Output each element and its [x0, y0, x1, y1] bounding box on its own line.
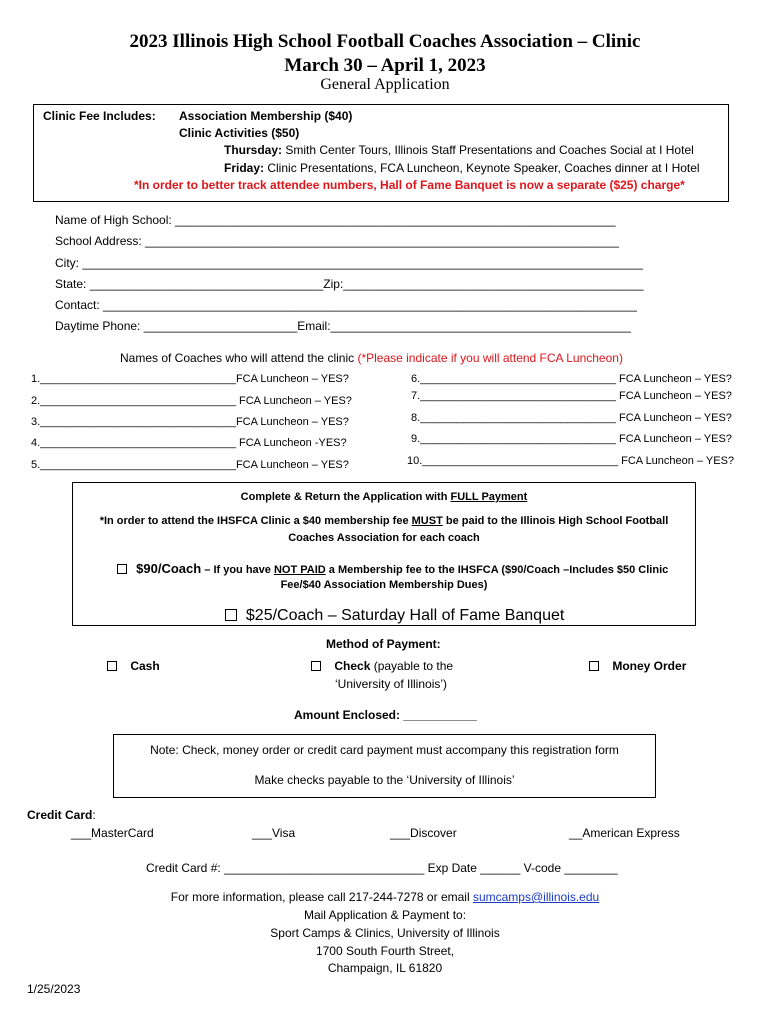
phone-email-field[interactable]: Daytime Phone: _______________________Email:_____________________________________________: [55, 319, 631, 333]
school-name-field[interactable]: Name of High School: __________________________________________________________________: [55, 213, 616, 227]
city-field[interactable]: City: ____________________________________________________________________________________: [55, 256, 643, 270]
coach-line-1[interactable]: 1.________________________________FCA Luncheon – YES?: [31, 373, 349, 385]
more-info: For more information, please call 217-244-7278 or email sumcamps@illinois.edu: [170, 890, 600, 904]
payment-method-heading: Method of Payment:: [326, 637, 441, 651]
banquet-note: *In order to better track attendee numbers, Hall of Fame Banquet is now a separate ($25) charge*: [134, 178, 685, 192]
contact-field[interactable]: Contact: ________________________________________________________________________________: [55, 298, 637, 312]
option-90-coach[interactable]: $90/Coach – If you have NOT PAID a Membership fee to the IHSFCA ($90/Coach –Includes $50 Clinic: [117, 561, 668, 576]
mail-street: 1700 South Fourth Street,: [315, 944, 455, 958]
state-zip-field[interactable]: State: ___________________________________Zip:_____________________________________________: [55, 277, 644, 291]
coach-line-3[interactable]: 3.________________________________FCA Luncheon – YES?: [31, 416, 349, 428]
card-discover[interactable]: ___Discover: [390, 826, 457, 840]
card-amex[interactable]: __American Express: [569, 826, 680, 840]
payment-box: [72, 482, 696, 626]
checkbox-cash[interactable]: [107, 661, 117, 671]
checkbox-check[interactable]: [311, 661, 321, 671]
option-25-coach[interactable]: $25/Coach – Saturday Hall of Fame Banquet: [225, 607, 564, 625]
coach-line-2[interactable]: 2.________________________________ FCA Luncheon – YES?: [31, 395, 352, 407]
clinic-dates: March 30 – April 1, 2023: [284, 55, 486, 76]
document-date: 1/25/2023: [27, 982, 81, 996]
checkbox-25-coach[interactable]: [225, 609, 237, 621]
coach-line-5[interactable]: 5.________________________________FCA Luncheon – YES?: [31, 459, 349, 471]
check-payable-note: ‘University of Illinois’): [335, 677, 448, 691]
coach-line-10[interactable]: 10.________________________________ FCA Luncheon – YES?: [407, 455, 735, 467]
coaches-heading: Names of Coaches who will attend the clinic (*Please indicate if you will attend FCA Luncheon): [120, 351, 623, 365]
page-title: 2023 Illinois High School Football Coaches Association – Clinic: [129, 31, 641, 52]
mail-to-heading: Mail Application & Payment to:: [303, 908, 467, 922]
note-line-2: Make checks payable to the ‘University of Illinois’: [254, 773, 515, 787]
coach-line-9[interactable]: 9.________________________________ FCA Luncheon – YES?: [411, 433, 732, 445]
fee-activities: Clinic Activities ($50): [179, 126, 300, 140]
mail-org: Sport Camps & Clinics, University of Illinois: [270, 926, 500, 940]
credit-card-label: Credit Card:: [27, 808, 96, 822]
payment-cash[interactable]: Cash: [107, 659, 160, 673]
membership-requirement-cont: Coaches Association for each coach: [288, 532, 480, 544]
checkbox-money-order[interactable]: [589, 661, 599, 671]
school-address-field[interactable]: School Address: _______________________________________________________________________: [55, 234, 619, 248]
note-line-1: Note: Check, money order or credit card payment must accompany this registration form: [150, 743, 619, 757]
note-box: [113, 734, 656, 798]
email-link[interactable]: sumcamps@illinois.edu: [472, 890, 600, 904]
amount-enclosed-field[interactable]: Amount Enclosed: ___________: [294, 708, 477, 722]
payment-check[interactable]: Check (payable to the: [311, 659, 453, 673]
card-number-field[interactable]: Credit Card #: ______________________________ Exp Date ______ V-code ________: [146, 861, 618, 875]
coach-line-4[interactable]: 4.________________________________ FCA Luncheon -YES?: [31, 437, 347, 449]
payment-money-order[interactable]: Money Order: [589, 659, 686, 673]
coach-line-6[interactable]: 6.________________________________ FCA Luncheon – YES?: [411, 373, 732, 385]
mail-city: Champaign, IL 61820: [327, 961, 443, 975]
fee-box-label: Clinic Fee Includes:: [43, 109, 156, 123]
fee-membership: Association Membership ($40): [179, 109, 353, 123]
checkbox-90-coach[interactable]: [117, 564, 127, 574]
option-90-coach-cont: Fee/$40 Association Membership Dues): [280, 579, 488, 591]
page-subtitle: General Application: [320, 76, 450, 93]
card-visa[interactable]: ___Visa: [252, 826, 296, 840]
fee-friday: Friday: Clinic Presentations, FCA Luncheon, Keynote Speaker, Coaches dinner at I Hotel: [224, 161, 700, 175]
coach-line-7[interactable]: 7.________________________________ FCA Luncheon – YES?: [411, 390, 732, 402]
membership-requirement: *In order to attend the IHSFCA Clinic a $40 membership fee MUST be paid to the Illinois High School Football: [99, 515, 669, 527]
payment-box-heading: Complete & Return the Application with FULL Payment: [240, 491, 528, 503]
coach-line-8[interactable]: 8.________________________________ FCA Luncheon – YES?: [411, 412, 732, 424]
card-mastercard[interactable]: ___MasterCard: [71, 826, 154, 840]
fee-thursday: Thursday: Smith Center Tours, Illinois Staff Presentations and Coaches Social at I Hotel: [224, 143, 694, 157]
